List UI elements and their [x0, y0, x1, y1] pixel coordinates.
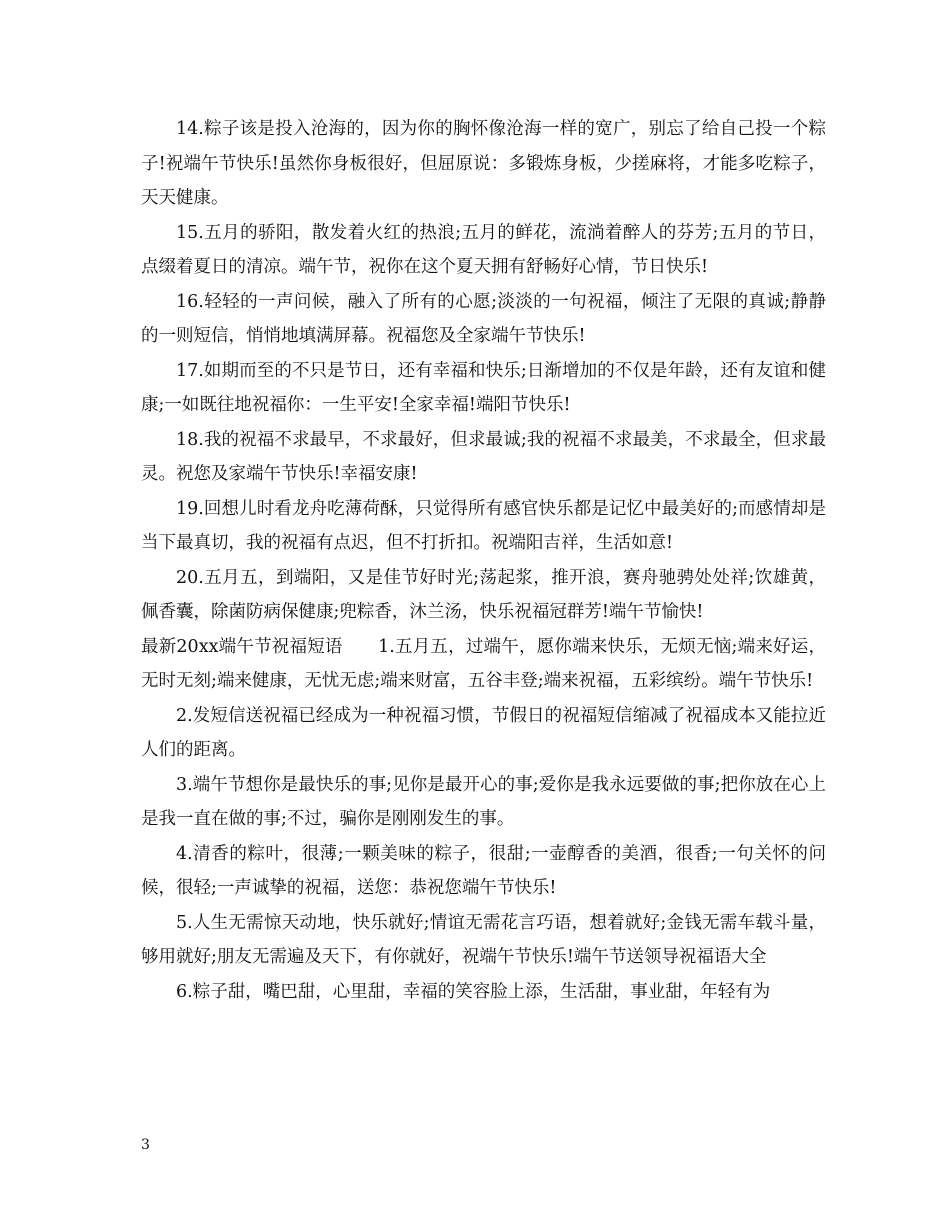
document-body: [141, 112, 826, 1009]
paragraph: 最新20xx端午节祝福短语 1.五月五，过端午，愿你端来快乐，无烦无恼;端来好运，无时无刻;端来健康，无忧无虑;端来财富，五谷丰登;端来祝福，五彩缤纷。端午节快乐!: [141, 636, 826, 691]
paragraph: 2.发短信送祝福已经成为一种祝福习惯，节假日的祝福短信缩减了祝福成本又能拉近人们的距离。: [141, 705, 826, 760]
paragraph: 19.回想儿时看龙舟吃薄荷酥，只觉得所有感官快乐都是记忆中最美好的;而感情却是当下最真切，我的祝福有点迟，但不打折扣。祝端阳吉祥，生活如意!: [141, 498, 826, 553]
paragraph: 18.我的祝福不求最早，不求最好，但求最诚;我的祝福不求最美，不求最全，但求最灵。祝您及家端午节快乐!幸福安康!: [141, 429, 826, 484]
paragraph: 14.粽子该是投入沧海的，因为你的胸怀像沧海一样的宽广，别忘了给自己投一个粽子!祝端午节快乐!虽然你身板很好，但屈原说：多锻炼身板，少搓麻将，才能多吃粽子，天天健康。: [141, 119, 826, 208]
paragraph: 17.如期而至的不只是节日，还有幸福和快乐;日渐增加的不仅是年龄，还有友谊和健康;一如既往地祝福你：一生平安!全家幸福!端阳节快乐!: [141, 360, 826, 415]
paragraph: 16.轻轻的一声问候，融入了所有的心愿;淡淡的一句祝福，倾注了无限的真诚;静静的一则短信，悄悄地填满屏幕。祝福您及全家端午节快乐!: [141, 291, 826, 346]
paragraph: 4.清香的粽叶，很薄;一颗美味的粽子，很甜;一壶醇香的美酒，很香;一句关怀的问候，很轻;一声诚挚的祝福，送您：恭祝您端午节快乐!: [141, 843, 826, 898]
page-number: 3: [141, 1137, 150, 1153]
paragraph: 15.五月的骄阳，散发着火红的热浪;五月的鲜花，流淌着醉人的芬芳;五月的节日，点缀着夏日的清凉。端午节，祝你在这个夏天拥有舒畅好心情，节日快乐!: [141, 222, 826, 277]
paragraph: 3.端午节想你是最快乐的事;见你是最开心的事;爱你是我永远要做的事;把你放在心上是我一直在做的事;不过，骗你是刚刚发生的事。: [141, 774, 826, 829]
paragraph: 20.五月五，到端阳，又是佳节好时光;荡起浆，推开浪，赛舟驰骋处处祥;饮雄黄，佩香囊，除菌防病保健康;兜粽香，沐兰汤，快乐祝福冠群芳!端午节愉快!: [141, 567, 826, 622]
paragraph: 5.人生无需惊天动地，快乐就好;情谊无需花言巧语，想着就好;金钱无需车载斗量，够用就好;朋友无需遍及天下，有你就好，祝端午节快乐!端午节送领导祝福语大全: [141, 912, 826, 967]
paragraph: 6.粽子甜，嘴巴甜，心里甜，幸福的笑容脸上添，生活甜，事业甜，年轻有为: [176, 981, 771, 1002]
